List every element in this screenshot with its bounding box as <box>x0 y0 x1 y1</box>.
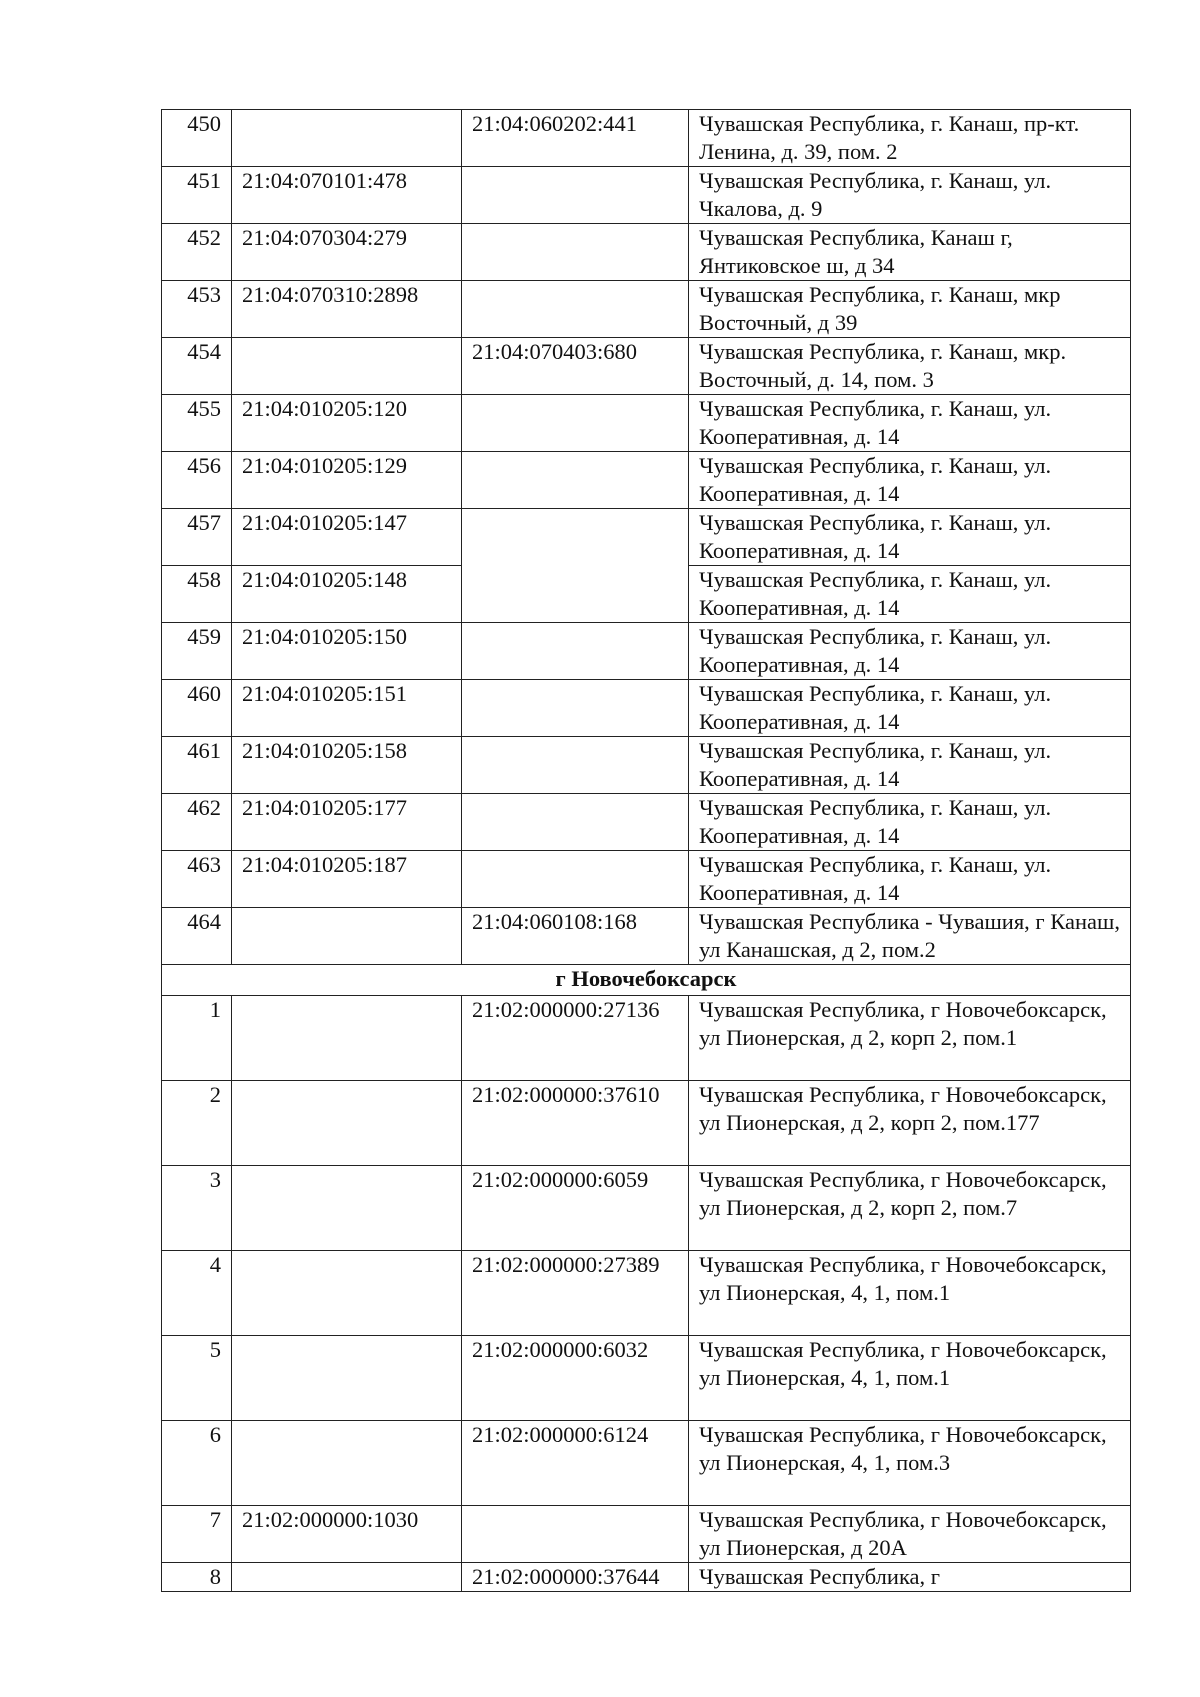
table-row <box>162 996 1131 1081</box>
table-row <box>162 737 1131 794</box>
address: Чувашская Республика, г Новочебоксарск, ул Пионерская, д 2, корп 2, пом.177 <box>689 1081 1131 1166</box>
address: Чувашская Республика, г Новочебоксарск, ул Пионерская, 4, 1, пом.1 <box>689 1251 1131 1336</box>
cadastral-number-2: 21:04:060108:168 <box>462 908 689 965</box>
row-number: 7 <box>162 1506 232 1563</box>
table-row <box>162 1081 1131 1166</box>
cadastral-number-2: 21:02:000000:27389 <box>462 1251 689 1336</box>
cadastral-number-2 <box>462 1506 689 1563</box>
cadastral-number-1: 21:04:010205:147 <box>232 509 462 566</box>
table-row <box>162 1166 1131 1251</box>
address: Чувашская Республика, г Новочебоксарск, ул Пионерская, д 20А <box>689 1506 1131 1563</box>
cadastral-number-2 <box>462 167 689 224</box>
address: Чувашская Республика, г Новочебоксарск, ул Пионерская, 4, 1, пом.1 <box>689 1336 1131 1421</box>
cadastral-number-1 <box>232 1251 462 1336</box>
address: Чувашская Республика, Канаш г, Янтиковское ш, д 34 <box>689 224 1131 281</box>
address: Чувашская Республика, г. Канаш, ул. Кооперативная, д. 14 <box>689 623 1131 680</box>
address: Чувашская Республика, г Новочебоксарск, ул Пионерская, 4, 1, пом.3 <box>689 1421 1131 1506</box>
cadastral-number-2 <box>462 623 689 680</box>
cadastral-number-2 <box>462 281 689 338</box>
address: Чувашская Республика, г Новочебоксарск, ул Пионерская, д 2, корп 2, пом.1 <box>689 996 1131 1081</box>
cadastral-number-1 <box>232 1563 462 1592</box>
cadastral-number-1 <box>232 338 462 395</box>
cadastral-number-2 <box>462 680 689 737</box>
cadastral-number-1: 21:04:010205:148 <box>232 566 462 623</box>
cadastral-number-1 <box>232 110 462 167</box>
cadastral-number-1 <box>232 1421 462 1506</box>
table-row <box>162 395 1131 452</box>
cadastral-number-2: 21:02:000000:6032 <box>462 1336 689 1421</box>
cadastral-number-2: 21:02:000000:37610 <box>462 1081 689 1166</box>
row-number: 451 <box>162 167 232 224</box>
cadastral-number-2 <box>462 452 689 509</box>
table-row <box>162 281 1131 338</box>
cadastral-number-2 <box>462 737 689 794</box>
table-row <box>162 452 1131 509</box>
cadastral-number-2: 21:02:000000:6124 <box>462 1421 689 1506</box>
address: Чувашская Республика, г. Канаш, пр-кт. Ленина, д. 39, пом. 2 <box>689 110 1131 167</box>
row-number: 453 <box>162 281 232 338</box>
table-row <box>162 1336 1131 1421</box>
row-number: 450 <box>162 110 232 167</box>
cadastral-number-1: 21:04:010205:177 <box>232 794 462 851</box>
table-row <box>162 908 1131 965</box>
address: Чувашская Республика, г. Канаш, ул. Кооперативная, д. 14 <box>689 680 1131 737</box>
address: Чувашская Республика, г. Канаш, ул. Кооперативная, д. 14 <box>689 566 1131 623</box>
row-number: 8 <box>162 1563 232 1592</box>
address: Чувашская Республика, г <box>689 1563 1131 1592</box>
address: Чувашская Республика, г. Канаш, ул. Кооперативная, д. 14 <box>689 509 1131 566</box>
cadastral-number-1: 21:04:010205:120 <box>232 395 462 452</box>
cadastral-number-1: 21:02:000000:1030 <box>232 1506 462 1563</box>
row-number: 457 <box>162 509 232 566</box>
row-number: 458 <box>162 566 232 623</box>
address: Чувашская Республика, г Новочебоксарск, ул Пионерская, д 2, корп 2, пом.7 <box>689 1166 1131 1251</box>
table-row <box>162 1506 1131 1563</box>
cadastral-number-2 <box>462 851 689 908</box>
cadastral-number-2 <box>462 224 689 281</box>
cadastral-number-2: 21:02:000000:27136 <box>462 996 689 1081</box>
address: Чувашская Республика, г. Канаш, ул. Кооперативная, д. 14 <box>689 794 1131 851</box>
cadastral-number-1: 21:04:070101:478 <box>232 167 462 224</box>
cadastral-number-1 <box>232 996 462 1081</box>
row-number: 454 <box>162 338 232 395</box>
row-number: 4 <box>162 1251 232 1336</box>
row-number: 3 <box>162 1166 232 1251</box>
cadastral-number-1: 21:04:010205:187 <box>232 851 462 908</box>
row-number: 2 <box>162 1081 232 1166</box>
address: Чувашская Республика, г. Канаш, ул. Кооперативная, д. 14 <box>689 851 1131 908</box>
address: Чувашская Республика, г. Канаш, ул. Кооперативная, д. 14 <box>689 452 1131 509</box>
table-row <box>162 224 1131 281</box>
cadastral-number-2 <box>462 794 689 851</box>
table-row <box>162 338 1131 395</box>
row-number: 460 <box>162 680 232 737</box>
row-number: 459 <box>162 623 232 680</box>
cadastral-number-1: 21:04:010205:151 <box>232 680 462 737</box>
table-row <box>162 167 1131 224</box>
cadastral-number-2: 21:04:070403:680 <box>462 338 689 395</box>
cadastral-number-1 <box>232 908 462 965</box>
row-number: 463 <box>162 851 232 908</box>
cadastral-number-1: 21:04:070310:2898 <box>232 281 462 338</box>
row-number: 1 <box>162 996 232 1081</box>
cadastral-number-1: 21:04:070304:279 <box>232 224 462 281</box>
address: Чувашская Республика - Чувашия, г Канаш, ул Канашская, д 2, пом.2 <box>689 908 1131 965</box>
row-number: 455 <box>162 395 232 452</box>
table-row <box>162 1421 1131 1506</box>
row-number: 464 <box>162 908 232 965</box>
table-row <box>162 110 1131 167</box>
address: Чувашская Республика, г. Канаш, мкр. Восточный, д. 14, пом. 3 <box>689 338 1131 395</box>
row-number: 461 <box>162 737 232 794</box>
cadastral-number-2: 21:04:060202:441 <box>462 110 689 167</box>
table-row <box>162 851 1131 908</box>
cadastral-number-1: 21:04:010205:150 <box>232 623 462 680</box>
section-header-row <box>162 965 1131 996</box>
cadastral-number-2 <box>462 509 689 623</box>
address: Чувашская Республика, г. Канаш, ул. Чкалова, д. 9 <box>689 167 1131 224</box>
address: Чувашская Республика, г. Канаш, ул. Кооперативная, д. 14 <box>689 395 1131 452</box>
cadastral-number-1 <box>232 1081 462 1166</box>
table-row <box>162 680 1131 737</box>
cadastral-number-1: 21:04:010205:129 <box>232 452 462 509</box>
cadastral-number-1 <box>232 1336 462 1421</box>
table-row <box>162 794 1131 851</box>
row-number: 456 <box>162 452 232 509</box>
row-number: 5 <box>162 1336 232 1421</box>
address: Чувашская Республика, г. Канаш, мкр Восточный, д 39 <box>689 281 1131 338</box>
row-number: 452 <box>162 224 232 281</box>
cadastral-number-1 <box>232 1166 462 1251</box>
table-body <box>162 110 1131 1592</box>
address: Чувашская Республика, г. Канаш, ул. Кооперативная, д. 14 <box>689 737 1131 794</box>
table-row <box>162 1563 1131 1592</box>
cadastral-number-2 <box>462 395 689 452</box>
row-number: 462 <box>162 794 232 851</box>
cadastral-number-1: 21:04:010205:158 <box>232 737 462 794</box>
property-table <box>161 109 1131 1592</box>
row-number: 6 <box>162 1421 232 1506</box>
section-title: г Новочебоксарск <box>162 965 1131 996</box>
table-row <box>162 623 1131 680</box>
cadastral-number-2: 21:02:000000:37644 <box>462 1563 689 1592</box>
cadastral-number-2: 21:02:000000:6059 <box>462 1166 689 1251</box>
table-row <box>162 509 1131 566</box>
table-row <box>162 1251 1131 1336</box>
